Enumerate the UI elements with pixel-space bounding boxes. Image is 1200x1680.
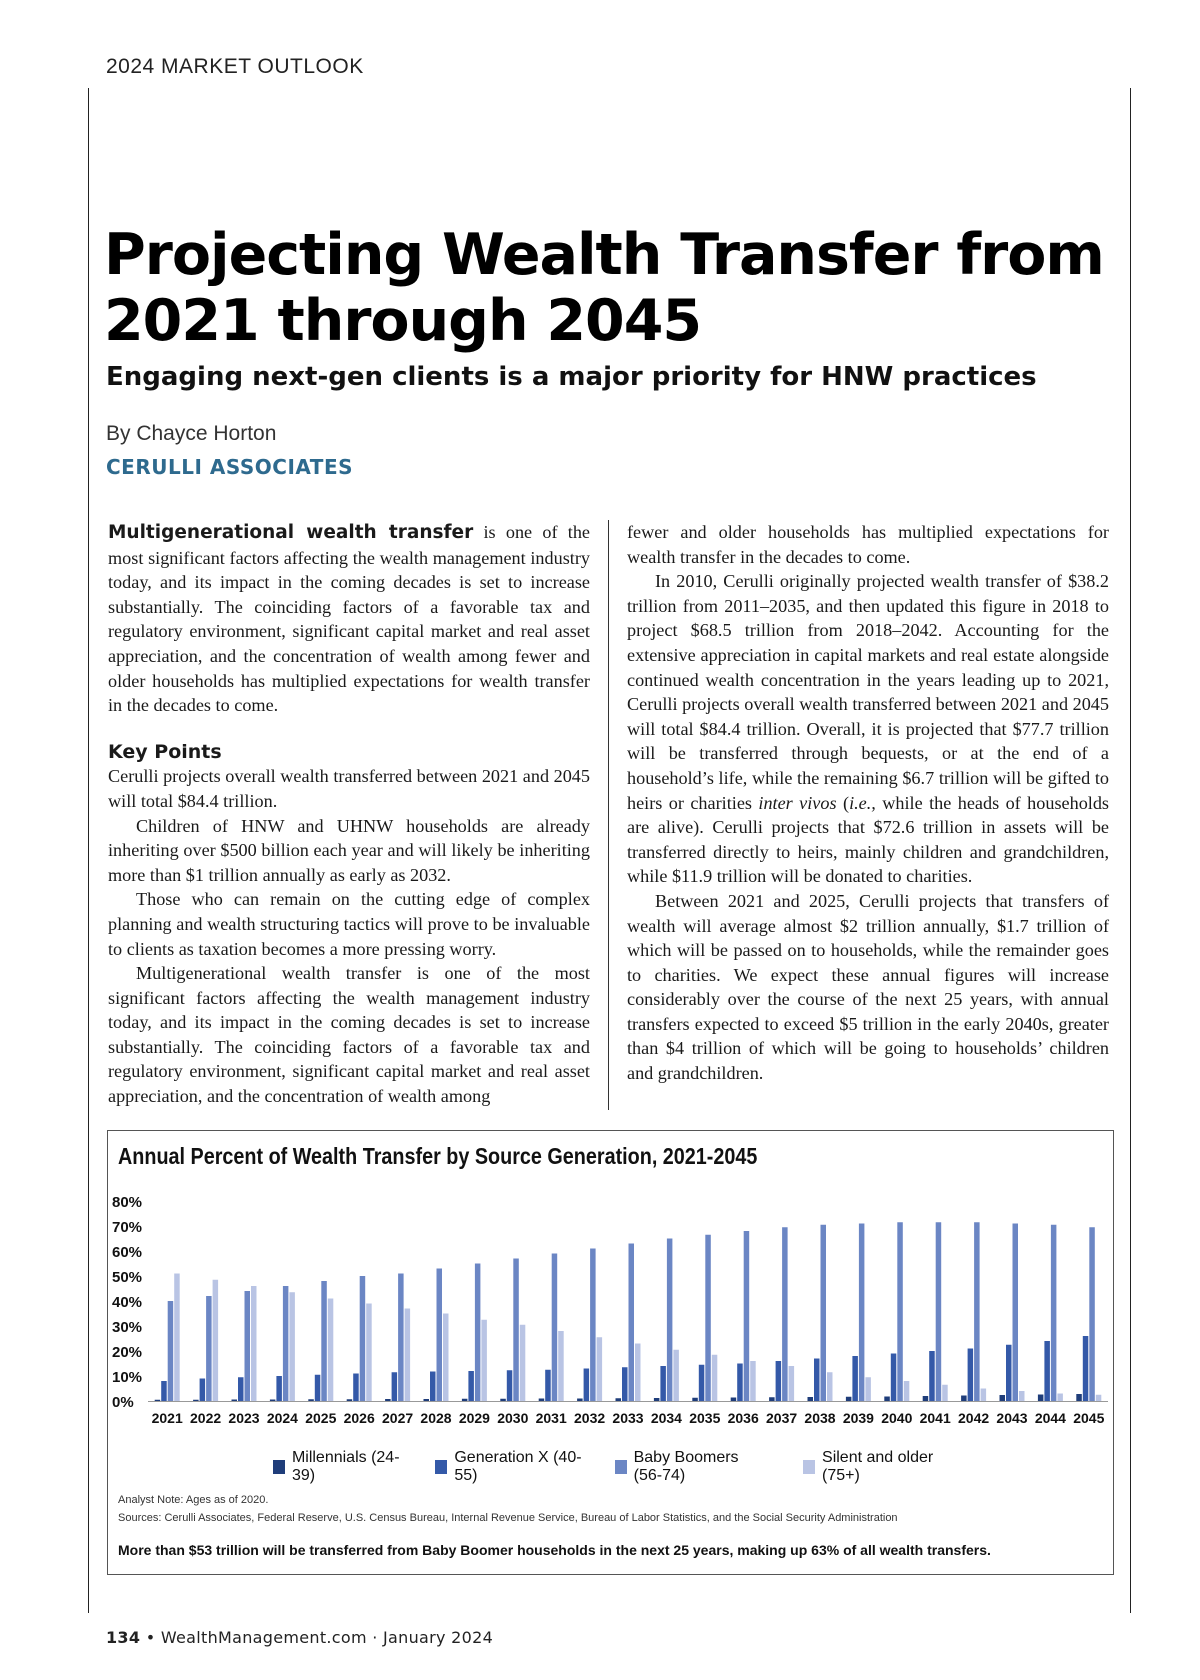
bar xyxy=(1019,1391,1025,1401)
continuation-paragraph: fewer and older households has multiplied expectations for wealth transfer in the decades to come. xyxy=(627,522,1109,567)
body-text: ( xyxy=(836,792,850,813)
x-tick-label: 2040 xyxy=(881,1410,913,1426)
bar xyxy=(968,1349,974,1402)
y-tick-label: 80% xyxy=(112,1194,143,1211)
y-tick-label: 20% xyxy=(112,1344,143,1361)
right-margin-rule xyxy=(1130,88,1131,1613)
bar xyxy=(1000,1395,1006,1401)
x-tick-label: 2029 xyxy=(458,1410,490,1426)
key-point: Cerulli projects overall wealth transferred between 2021 and 2045 will total $84.4 trillion. xyxy=(108,766,590,811)
legend-item xyxy=(273,1449,403,1485)
bar xyxy=(1089,1227,1095,1401)
x-tick-label: 2023 xyxy=(228,1410,260,1426)
bar xyxy=(961,1396,967,1402)
bar xyxy=(468,1371,474,1401)
bar xyxy=(974,1222,980,1401)
bar xyxy=(814,1359,820,1402)
y-tick-label: 70% xyxy=(112,1219,143,1236)
footer-separator: • xyxy=(140,1628,161,1647)
bar xyxy=(424,1399,430,1401)
body-italic: inter vivos xyxy=(758,792,837,813)
bar xyxy=(865,1377,871,1401)
left-margin-rule xyxy=(88,88,89,1613)
bar xyxy=(251,1286,257,1401)
bar-chart xyxy=(108,1131,1113,1574)
bar xyxy=(500,1399,506,1401)
bar xyxy=(654,1398,660,1401)
right-column xyxy=(627,520,1109,1086)
x-tick-label: 2021 xyxy=(151,1410,183,1426)
x-tick-label: 2031 xyxy=(535,1410,567,1426)
bar xyxy=(942,1385,948,1401)
bar xyxy=(238,1377,244,1401)
bar xyxy=(443,1314,449,1402)
article-subtitle: Engaging next-gen clients is a major priority for HNW practices xyxy=(106,362,1037,392)
legend-swatch xyxy=(615,1460,627,1474)
bar xyxy=(821,1225,827,1401)
bar xyxy=(699,1365,705,1401)
x-tick-label: 2035 xyxy=(689,1410,721,1426)
y-tick-label: 30% xyxy=(112,1319,143,1336)
key-point: Multigenerational wealth transfer is one of the most significant factors affecting the wealth management industry today, and its impact in the coming decades is set to increase substantially. The coinciding factors of a favorable tax and regulatory environment, significant capital market and real asset appreciation, and the concentration of wealth among xyxy=(108,963,590,1107)
bar xyxy=(405,1309,411,1402)
bar xyxy=(200,1379,206,1402)
bar xyxy=(827,1372,833,1401)
bar xyxy=(731,1398,737,1402)
bar xyxy=(481,1320,487,1401)
bar xyxy=(673,1350,679,1401)
intro-lead: Multigenerational wealth transfer xyxy=(108,522,474,543)
bar xyxy=(981,1389,987,1402)
bar xyxy=(1076,1394,1082,1401)
bar xyxy=(712,1355,718,1401)
page-number: 134 xyxy=(106,1628,141,1647)
bar xyxy=(789,1366,795,1401)
bar xyxy=(193,1400,199,1401)
article-title: Projecting Wealth Transfer from 2021 through 2045 xyxy=(104,222,1104,354)
bar xyxy=(437,1269,443,1402)
byline: By Chayce Horton xyxy=(106,422,277,445)
bar xyxy=(213,1280,219,1401)
y-tick-label: 50% xyxy=(112,1269,143,1286)
section-label: 2024 MARKET OUTLOOK xyxy=(106,55,364,78)
body-paragraph: Between 2021 and 2025, Cerulli projects that transfers of wealth will average almost $2 trillion annually, $1.7 trillion of which will be passed on to households, while the remainder goes to charities. We expect these annual figures will increase considerably over the course of the next 25 years, with annual transfers expected to exceed $5 trillion in the early 2040s, greater than $4 trillion of which will be going to households’ children and grandchildren. xyxy=(627,890,1109,1084)
bar xyxy=(161,1381,167,1401)
x-tick-label: 2045 xyxy=(1073,1410,1105,1426)
bar xyxy=(1051,1225,1057,1401)
chart-callout: More than $53 trillion will be transferred from Baby Boomer households in the next 25 years, making up 63% of all wealth transfers. xyxy=(118,1542,991,1558)
bar xyxy=(462,1399,468,1401)
key-point: Those who can remain on the cutting edge of complex planning and wealth structuring tactics will prove to be invaluable to clients as taxation becomes a more pressing worry. xyxy=(108,889,590,959)
bar xyxy=(558,1331,564,1401)
bar xyxy=(392,1372,398,1401)
bar xyxy=(276,1376,282,1401)
legend-swatch xyxy=(803,1460,815,1474)
bar xyxy=(353,1374,359,1402)
bar xyxy=(705,1235,711,1401)
body-paragraph xyxy=(627,569,1109,889)
x-tick-label: 2044 xyxy=(1034,1410,1066,1426)
bar xyxy=(929,1351,935,1401)
x-tick-label: 2038 xyxy=(804,1410,836,1426)
bar xyxy=(1083,1336,1089,1401)
x-tick-label: 2034 xyxy=(650,1410,682,1426)
bar xyxy=(513,1259,519,1402)
legend-label: Generation X (40-55) xyxy=(454,1449,582,1484)
y-tick-label: 0% xyxy=(112,1394,134,1411)
bar xyxy=(897,1222,903,1401)
bar xyxy=(782,1227,788,1401)
x-tick-label: 2041 xyxy=(919,1410,951,1426)
intro-text: is one of the most significant factors affecting the wealth management industry today, and its impact in the coming decades is set to increase substantially. The coinciding factors of a favorable tax and regulatory environment, significant capital market and real asset appreciation, and the concentration of wealth among fewer and older households has multiplied expectations for wealth transfer in the decades to come. xyxy=(108,522,590,716)
bar xyxy=(744,1231,750,1401)
bar xyxy=(289,1292,295,1401)
legend-label: Baby Boomers (56-74) xyxy=(633,1449,739,1484)
bar xyxy=(283,1286,289,1401)
bar xyxy=(769,1397,775,1401)
bar xyxy=(206,1296,212,1401)
chart-title: Annual Percent of Wealth Transfer by Source Generation, 2021-2045 xyxy=(118,1143,758,1169)
bar xyxy=(328,1299,334,1402)
bar xyxy=(584,1369,590,1402)
intro-paragraph xyxy=(108,520,590,718)
x-tick-label: 2033 xyxy=(612,1410,644,1426)
bar xyxy=(737,1364,743,1402)
bar xyxy=(923,1396,929,1401)
y-tick-label: 10% xyxy=(112,1369,143,1386)
bar xyxy=(398,1274,404,1402)
bar xyxy=(174,1274,180,1402)
chart-legend xyxy=(273,1449,953,1485)
bar xyxy=(245,1291,251,1401)
x-tick-label: 2030 xyxy=(497,1410,529,1426)
bar xyxy=(552,1254,558,1402)
bar xyxy=(692,1398,698,1401)
bar xyxy=(385,1399,391,1401)
x-tick-label: 2039 xyxy=(842,1410,874,1426)
x-tick-label: 2022 xyxy=(190,1410,222,1426)
x-tick-label: 2027 xyxy=(382,1410,414,1426)
x-tick-label: 2042 xyxy=(958,1410,990,1426)
bar xyxy=(539,1399,545,1402)
bar xyxy=(891,1354,897,1402)
bar xyxy=(545,1370,551,1401)
analyst-note: Analyst Note: Ages as of 2020. xyxy=(118,1494,269,1506)
y-tick-label: 60% xyxy=(112,1244,143,1261)
bar xyxy=(1057,1394,1063,1402)
bar xyxy=(635,1344,641,1402)
bar xyxy=(597,1337,603,1401)
x-tick-label: 2028 xyxy=(420,1410,452,1426)
bar xyxy=(660,1366,666,1401)
body-italic: i.e., xyxy=(849,792,876,813)
bar xyxy=(475,1264,481,1402)
bar xyxy=(1013,1224,1019,1402)
bar xyxy=(360,1276,366,1401)
bar xyxy=(321,1281,327,1401)
chart-sources: Sources: Cerulli Associates, Federal Reserve, U.S. Census Bureau, Internal Revenue Service, Bureau of Labor Statistics, and the Social Security Administration xyxy=(118,1512,898,1524)
bar xyxy=(616,1398,622,1401)
bar xyxy=(808,1397,814,1401)
x-tick-label: 2032 xyxy=(574,1410,606,1426)
bar xyxy=(270,1400,276,1402)
chart-panel xyxy=(107,1130,1114,1575)
bar xyxy=(430,1372,436,1402)
legend-swatch xyxy=(273,1460,285,1474)
legend-item xyxy=(435,1449,582,1485)
bar xyxy=(859,1224,865,1402)
bar xyxy=(232,1400,238,1402)
bar xyxy=(667,1239,673,1402)
legend-label: Millennials (24-39) xyxy=(291,1449,400,1484)
x-tick-label: 2043 xyxy=(996,1410,1028,1426)
key-points-heading: Key Points xyxy=(108,740,222,763)
bar xyxy=(884,1397,890,1402)
bar xyxy=(622,1367,628,1401)
bar xyxy=(520,1325,526,1401)
y-tick-label: 40% xyxy=(112,1294,143,1311)
body-text: while the heads of households are alive). Cerulli projects that $72.6 trillion in assets will be transferred directly to heirs, mainly children and grandchildren, while $11.9 trillion will be donated to charities. xyxy=(627,792,1110,887)
bar xyxy=(155,1400,161,1401)
bar xyxy=(852,1356,858,1401)
x-tick-label: 2036 xyxy=(727,1410,759,1426)
author-organization: CERULLI ASSOCIATES xyxy=(106,455,354,479)
x-tick-label: 2037 xyxy=(766,1410,798,1426)
x-tick-label: 2026 xyxy=(343,1410,375,1426)
bar xyxy=(936,1222,942,1401)
bar xyxy=(1038,1395,1044,1402)
body-text: In 2010, Cerulli originally projected wealth transfer of $38.2 trillion from 2011–2035, and then updated this figure in 2018 to project $68.5 trillion from 2018–2042. Accounting for the extensive appreciation in capital markets and real estate alongside continued wealth concentration in the years leading up to 2021, Cerulli projects overall wealth transferred between 2021 and 2045 will total $84.4 trillion. Overall, it is projected that $77.7 trillion will be transferred through bequests, or at the end of a household’s life, while the remaining $6.7 trillion will be gifted to heirs or charities xyxy=(627,571,1109,813)
bar xyxy=(776,1361,782,1401)
bar xyxy=(168,1301,174,1401)
bar xyxy=(366,1304,372,1402)
key-point: Children of HNW and UHNW households are already inheriting over $500 billion each year and will likely be inheriting more than $1 trillion annually as early as 2032. xyxy=(108,815,590,885)
bar xyxy=(577,1399,583,1402)
bar xyxy=(315,1375,321,1401)
bar xyxy=(347,1399,353,1401)
legend-item xyxy=(803,1449,953,1485)
bar xyxy=(750,1361,756,1401)
bar xyxy=(1044,1341,1050,1401)
x-tick-label: 2024 xyxy=(266,1410,298,1426)
bar xyxy=(1006,1345,1012,1401)
bar xyxy=(846,1397,852,1401)
left-column xyxy=(108,520,590,1109)
legend-label: Silent and older (75+) xyxy=(822,1449,934,1484)
column-divider xyxy=(608,520,609,1110)
x-tick-label: 2025 xyxy=(305,1410,337,1426)
bar xyxy=(1096,1395,1102,1401)
bar xyxy=(308,1399,314,1401)
page-footer xyxy=(106,1628,493,1647)
bar xyxy=(590,1249,596,1402)
bar xyxy=(904,1381,910,1401)
bar xyxy=(507,1370,513,1401)
publication-info: WealthManagement.com · January 2024 xyxy=(160,1628,494,1647)
legend-item xyxy=(615,1449,771,1485)
bar xyxy=(629,1244,635,1402)
legend-swatch xyxy=(435,1460,447,1474)
